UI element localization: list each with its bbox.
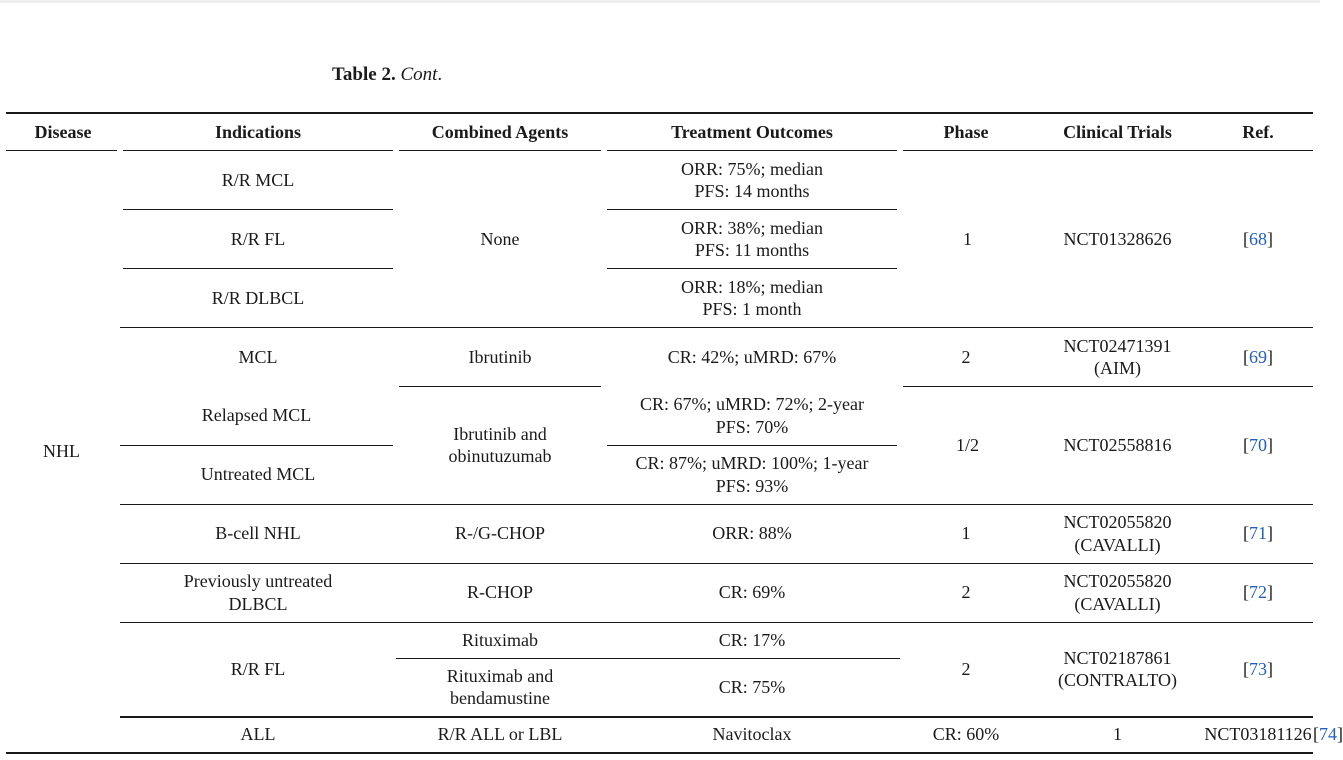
ref-link[interactable]: [69] <box>1203 328 1313 387</box>
indication-line: Previously untreated <box>183 571 333 591</box>
agents-cell: Rituximab <box>396 622 604 658</box>
agents-cell <box>396 387 604 505</box>
trial-id: NCT02471391 <box>1063 335 1172 356</box>
ref-link[interactable]: [72] <box>1203 563 1313 622</box>
trial-name: (AIM) <box>1094 358 1141 378</box>
phase-cell: 2 <box>900 328 1032 387</box>
trial-name: (CAVALLI) <box>1074 534 1161 555</box>
ref-link[interactable]: [70] <box>1203 387 1313 505</box>
ref-link[interactable]: [73] <box>1203 622 1313 717</box>
clinical-trials-table <box>6 112 1343 754</box>
trial-cell <box>1032 563 1203 622</box>
phase-cell: 1 <box>963 228 972 249</box>
indication-cell: B-cell NHL <box>120 504 396 563</box>
trial-cell <box>1032 328 1203 387</box>
agents-line: Rituximab and <box>446 665 554 686</box>
indication-cell: Untreated MCL <box>200 464 316 485</box>
phase-cell: 2 <box>900 563 1032 622</box>
outcome-line: PFS: 11 months <box>694 240 810 260</box>
caption-cont: Cont <box>400 64 438 85</box>
disease-cell-nhl: NHL <box>6 151 120 753</box>
header-indications: Indications <box>120 113 396 151</box>
phase-cell: 2 <box>900 622 1032 717</box>
indication-cell <box>120 563 396 622</box>
top-edge-line <box>0 0 1320 3</box>
agents-cell: None <box>480 228 520 249</box>
indication-cell: R/R MCL <box>120 151 396 210</box>
trial-id: NCT02187861 <box>1063 647 1172 668</box>
header-treatment-outcomes: Treatment Outcomes <box>604 113 900 151</box>
trial-cell <box>1032 504 1203 563</box>
caption-period: . <box>437 64 443 85</box>
table-row <box>6 151 1313 210</box>
agents-line: bendamustine <box>450 688 550 708</box>
table-row <box>6 504 1313 563</box>
trial-cell: NCT02558816 <box>1032 387 1203 505</box>
trial-name: (CAVALLI) <box>1074 593 1161 614</box>
header-clinical-trials: Clinical Trials <box>1032 113 1203 151</box>
outcome-line: ORR: 18%; median <box>681 276 823 297</box>
trial-id: NCT02055820 <box>1063 512 1172 532</box>
agents-line: Ibrutinib and <box>453 423 547 444</box>
trial-cell: NCT03181126 <box>1203 717 1313 753</box>
header-ref: Ref. <box>1203 113 1313 151</box>
ref-link[interactable]: [71] <box>1203 504 1313 563</box>
trial-id: NCT02055820 <box>1063 571 1172 591</box>
outcome-cell <box>604 269 900 328</box>
outcome-line: ORR: 75%; median <box>681 158 823 179</box>
phase-cell: 1 <box>1032 717 1203 753</box>
outcome-line: PFS: 93% <box>715 475 789 496</box>
indication-cell: R/R DLBCL <box>211 287 305 308</box>
table-row <box>6 622 1313 658</box>
header-row <box>6 113 1313 151</box>
phase-cell: 1/2 <box>900 387 1032 505</box>
outcome-cell: CR: 69% <box>604 563 900 622</box>
outcome-cell: CR: 42%; uMRD: 67% <box>604 328 900 387</box>
table-row: ALL R/R ALL or LBL Navitoclax CR: 60% 1 NCT03181126 [74] <box>6 717 1313 753</box>
agents-line: obinutuzumab <box>448 446 552 467</box>
ref-link[interactable]: [68] <box>1243 228 1273 249</box>
agents-cell <box>396 658 604 717</box>
indication-cell: R/R FL <box>120 210 396 269</box>
trial-name: (CONTRALTO) <box>1057 670 1177 690</box>
indication-cell: MCL <box>120 328 396 387</box>
table-row <box>6 387 1313 446</box>
phase-cell: 1 <box>900 504 1032 563</box>
indication-cell: R/R FL <box>120 622 396 717</box>
outcome-cell <box>604 210 900 269</box>
disease-cell-all: ALL <box>120 717 396 753</box>
outcome-cell <box>604 445 900 504</box>
header-combined-agents: Combined Agents <box>396 113 604 151</box>
outcome-line: CR: 87%; uMRD: 100%; 1-year <box>635 453 869 473</box>
outcome-cell: CR: 60% <box>900 717 1032 753</box>
header-phase: Phase <box>900 113 1032 151</box>
outcome-cell: CR: 75% <box>604 658 900 717</box>
indication-cell: R/R ALL or LBL <box>396 717 604 753</box>
agents-cell: Navitoclax <box>604 717 900 753</box>
trial-cell <box>1032 622 1203 717</box>
outcome-cell: CR: 17% <box>604 622 900 658</box>
outcome-line: PFS: 1 month <box>702 299 802 319</box>
caption-label: Table 2. <box>332 64 396 85</box>
table-row <box>6 563 1313 622</box>
outcome-cell <box>604 151 900 210</box>
trial-cell: NCT01328626 <box>1063 228 1172 249</box>
header-disease: Disease <box>6 113 120 151</box>
outcome-line: CR: 67%; uMRD: 72%; 2-year <box>640 394 864 414</box>
outcome-line: ORR: 38%; median <box>681 217 823 238</box>
indication-cell: Relapsed MCL <box>120 387 396 446</box>
outcome-line: PFS: 14 months <box>694 181 810 201</box>
indication-line: DLBCL <box>228 593 288 614</box>
agents-cell: R-/G-CHOP <box>396 504 604 563</box>
table-row <box>6 328 1313 387</box>
outcome-cell <box>604 387 900 446</box>
agents-cell: R-CHOP <box>396 563 604 622</box>
agents-cell: Ibrutinib <box>396 328 604 387</box>
table-caption <box>332 64 442 86</box>
outcome-line: PFS: 70% <box>715 416 789 437</box>
outcome-cell: ORR: 88% <box>604 504 900 563</box>
